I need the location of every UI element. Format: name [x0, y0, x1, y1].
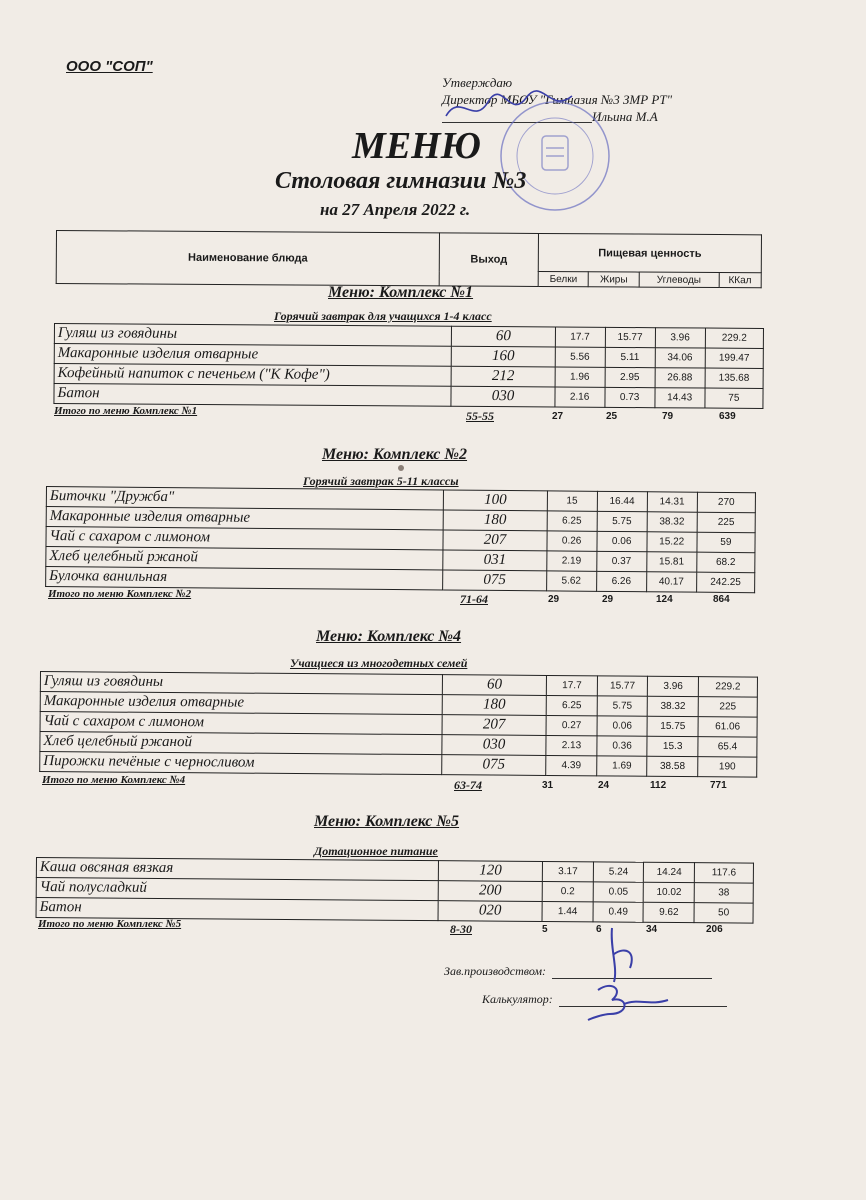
- dish-protein: 2.19: [546, 551, 596, 571]
- dish-carbs: 38.58: [647, 756, 698, 776]
- dish-output: 207: [443, 530, 546, 551]
- total-carbs: 124: [656, 594, 673, 605]
- dish-output: 075: [442, 755, 546, 776]
- calculator-label: Калькулятор:: [482, 992, 553, 1006]
- page-title: МЕНЮ: [352, 125, 481, 167]
- dish-carbs: 40.17: [646, 572, 696, 592]
- section-title: Меню: Комплекс №2: [322, 446, 468, 463]
- dish-output: 020: [438, 901, 542, 922]
- menu-table-4: [39, 671, 758, 778]
- total-output: 71-64: [460, 592, 488, 606]
- dish-name: Пирожки печёные с черносливом: [40, 752, 442, 775]
- dish-kcal: 65.4: [698, 737, 757, 757]
- dish-output: 030: [442, 735, 546, 756]
- section-subtitle: Горячий завтрак для учащихся 1-4 класс: [274, 309, 492, 323]
- total-kcal: 864: [713, 594, 730, 605]
- dish-protein: 2.16: [555, 387, 605, 407]
- total-fat: 25: [606, 411, 618, 422]
- total-fat: 29: [602, 594, 614, 605]
- dish-name: Батон: [36, 898, 438, 921]
- dish-output: 200: [438, 881, 542, 902]
- dish-output: 180: [442, 695, 546, 716]
- dish-carbs: 38.32: [648, 696, 699, 716]
- menu-table-2: [45, 486, 756, 593]
- dish-name: Хлеб целебный ржаной: [46, 547, 444, 570]
- dish-kcal: 135.68: [705, 368, 763, 388]
- dish-carbs: 38.32: [647, 512, 697, 532]
- section-subtitle: Горячий завтрак 5-11 классы: [303, 474, 459, 488]
- dish-fat: 0.49: [593, 902, 644, 922]
- dish-output: 120: [438, 861, 542, 882]
- total-protein: 29: [548, 594, 560, 605]
- total-label: Итого по меню Комплекс №2: [48, 588, 192, 600]
- dish-fat: 5.75: [597, 511, 647, 531]
- dish-output: 160: [452, 346, 555, 367]
- dish-kcal: 242.25: [696, 572, 754, 593]
- dish-protein: 6.25: [547, 511, 597, 531]
- table-header: [56, 230, 762, 288]
- dish-fat: 1.69: [597, 756, 648, 776]
- menu-table-5: [36, 857, 754, 924]
- dish-name: Гуляш из говядины: [40, 672, 442, 695]
- dish-output: 60: [442, 675, 546, 696]
- dish-protein: 17.7: [547, 675, 598, 695]
- approval-director-name: Ильина М.А: [592, 109, 658, 124]
- dish-protein: 0.27: [546, 715, 597, 735]
- total-output: 55-55: [466, 409, 494, 423]
- total-protein: 31: [542, 780, 554, 791]
- section-title: Меню: Комплекс №4: [316, 628, 462, 645]
- total-row: [54, 405, 764, 431]
- dish-name: Биточки "Дружба": [46, 487, 444, 510]
- production-signature-icon: [600, 924, 650, 986]
- dish-protein: 4.39: [546, 755, 597, 775]
- dish-name: Чай с сахаром с лимоном: [46, 527, 444, 550]
- dish-kcal: 68.2: [696, 552, 754, 573]
- dish-fat: 5.11: [605, 347, 655, 367]
- dish-name: Макаронные изделия отварные: [54, 344, 452, 367]
- dish-fat: 0.37: [596, 551, 646, 571]
- total-fat: 24: [598, 780, 610, 791]
- dish-output: 60: [452, 326, 555, 347]
- dish-kcal: 75: [705, 388, 763, 408]
- dish-fat: 0.73: [605, 387, 655, 407]
- dish-output: 100: [444, 490, 547, 511]
- total-kcal: 206: [706, 924, 723, 935]
- dish-fat: 0.06: [597, 716, 648, 736]
- total-protein: 27: [552, 411, 564, 422]
- dish-name: Макаронные изделия отварные: [40, 692, 442, 715]
- dish-carbs: 3.96: [655, 328, 705, 348]
- header-kcal: ККал: [719, 273, 762, 288]
- dish-output: 075: [443, 570, 546, 591]
- dish-protein: 17.7: [555, 327, 605, 347]
- dish-protein: 0.26: [547, 531, 597, 551]
- section-subtitle: Учащиеся из многодетных семей: [290, 656, 468, 670]
- dish-carbs: 26.88: [655, 368, 705, 388]
- dish-output: 180: [444, 510, 547, 531]
- section-subtitle: Дотационное питание: [314, 844, 438, 858]
- dish-protein: 3.17: [543, 861, 594, 881]
- dish-carbs: 34.06: [655, 348, 705, 368]
- approval-heading: Утверждаю: [442, 75, 513, 90]
- header-fat: Жиры: [589, 272, 639, 287]
- dish-fat: 16.44: [597, 491, 647, 511]
- paper-mark: [398, 465, 404, 471]
- dish-kcal: 59: [697, 532, 755, 553]
- dish-name: Макаронные изделия отварные: [46, 507, 444, 530]
- production-manager-row: [444, 964, 712, 979]
- dish-fat: 0.05: [593, 882, 644, 902]
- dish-output: 030: [451, 386, 554, 407]
- dish-kcal: 190: [698, 757, 757, 777]
- dish-fat: 0.36: [597, 736, 648, 756]
- dish-name: Булочка ванильная: [46, 567, 444, 590]
- dish-output: 212: [451, 366, 554, 387]
- approval-position: Директор МБОУ "Гимназия №3 ЗМР РТ": [442, 92, 673, 107]
- dish-output: 031: [443, 550, 546, 571]
- total-fat: 6: [596, 924, 602, 935]
- dish-kcal: 199.47: [705, 348, 763, 368]
- dish-name: Батон: [54, 384, 452, 407]
- dish-name: Кофейный напиток с печеньем ("К Кофе"): [54, 364, 452, 387]
- dish-protein: 6.25: [546, 695, 597, 715]
- dish-kcal: 225: [697, 512, 755, 533]
- dish-fat: 5.24: [593, 862, 644, 882]
- total-carbs: 79: [662, 411, 674, 422]
- header-protein: Белки: [538, 271, 588, 286]
- dish-protein: 0.2: [542, 881, 593, 901]
- total-output: 8-30: [450, 922, 472, 936]
- dish-carbs: 15.22: [647, 532, 697, 552]
- dish-carbs: 14.43: [655, 388, 705, 408]
- production-manager-label: Зав.производством:: [444, 964, 547, 978]
- dish-protein: 2.13: [546, 735, 597, 755]
- menu-date: на 27 Апреля 2022 г.: [320, 200, 471, 219]
- dish-fat: 6.26: [596, 571, 646, 591]
- dish-kcal: 50: [694, 903, 753, 923]
- dish-protein: 5.56: [555, 347, 605, 367]
- dish-name: Чай полусладкий: [36, 878, 438, 901]
- dish-kcal: 229.2: [698, 677, 757, 697]
- dish-carbs: 15.75: [647, 716, 698, 736]
- menu-table-1: [53, 323, 764, 409]
- dish-fat: 0.06: [597, 531, 647, 551]
- section-title: Меню: Комплекс №1: [328, 284, 474, 301]
- organization-name: ООО "СОП": [66, 58, 153, 75]
- dish-protein: 1.96: [555, 367, 605, 387]
- dish-carbs: 15.81: [646, 552, 696, 572]
- total-row: [48, 588, 758, 614]
- dish-kcal: 38: [694, 883, 753, 903]
- dish-name: Чай с сахаром с лимоном: [40, 712, 442, 735]
- dish-protein: 1.44: [542, 901, 593, 921]
- dish-kcal: 229.2: [705, 328, 763, 348]
- page-subtitle: Столовая гимназии №3: [275, 168, 527, 194]
- header-nutrition: Пищевая ценность: [538, 233, 761, 272]
- total-carbs: 34: [646, 924, 658, 935]
- total-label: Итого по меню Комплекс №4: [42, 774, 186, 786]
- total-protein: 5: [542, 924, 548, 935]
- dish-kcal: 117.6: [694, 863, 753, 883]
- header-output: Выход: [439, 233, 538, 287]
- dish-fat: 15.77: [605, 327, 655, 347]
- section-title: Меню: Комплекс №5: [314, 813, 460, 830]
- dish-carbs: 14.24: [644, 862, 695, 882]
- dish-name: Хлеб целебный ржаной: [40, 732, 442, 755]
- total-kcal: 771: [710, 780, 727, 791]
- total-label: Итого по меню Комплекс №1: [54, 405, 198, 417]
- calculator-signature-icon: [584, 980, 674, 1024]
- dish-name: Гуляш из говядины: [54, 324, 452, 347]
- total-kcal: 639: [719, 411, 736, 422]
- dish-protein: 15: [547, 491, 597, 511]
- dish-kcal: 270: [697, 492, 755, 513]
- dish-fat: 2.95: [605, 367, 655, 387]
- dish-kcal: 225: [698, 697, 757, 717]
- dish-fat: 5.75: [597, 696, 648, 716]
- header-carbs: Углеводы: [639, 272, 719, 287]
- dish-carbs: 3.96: [648, 676, 699, 696]
- total-label: Итого по меню Комплекс №5: [38, 918, 182, 930]
- total-output: 63-74: [454, 778, 482, 792]
- dish-name: Каша овсяная вязкая: [36, 858, 438, 881]
- dish-fat: 15.77: [597, 676, 648, 696]
- total-carbs: 112: [650, 780, 667, 791]
- dish-carbs: 14.31: [647, 492, 697, 512]
- dish-carbs: 10.02: [644, 882, 695, 902]
- total-row: [42, 774, 760, 800]
- header-dish-name: Наименование блюда: [56, 231, 439, 286]
- dish-output: 207: [442, 715, 546, 736]
- dish-protein: 5.62: [546, 571, 596, 591]
- dish-carbs: 9.62: [643, 902, 694, 922]
- dish-carbs: 15.3: [647, 736, 698, 756]
- dish-kcal: 61.06: [698, 717, 757, 737]
